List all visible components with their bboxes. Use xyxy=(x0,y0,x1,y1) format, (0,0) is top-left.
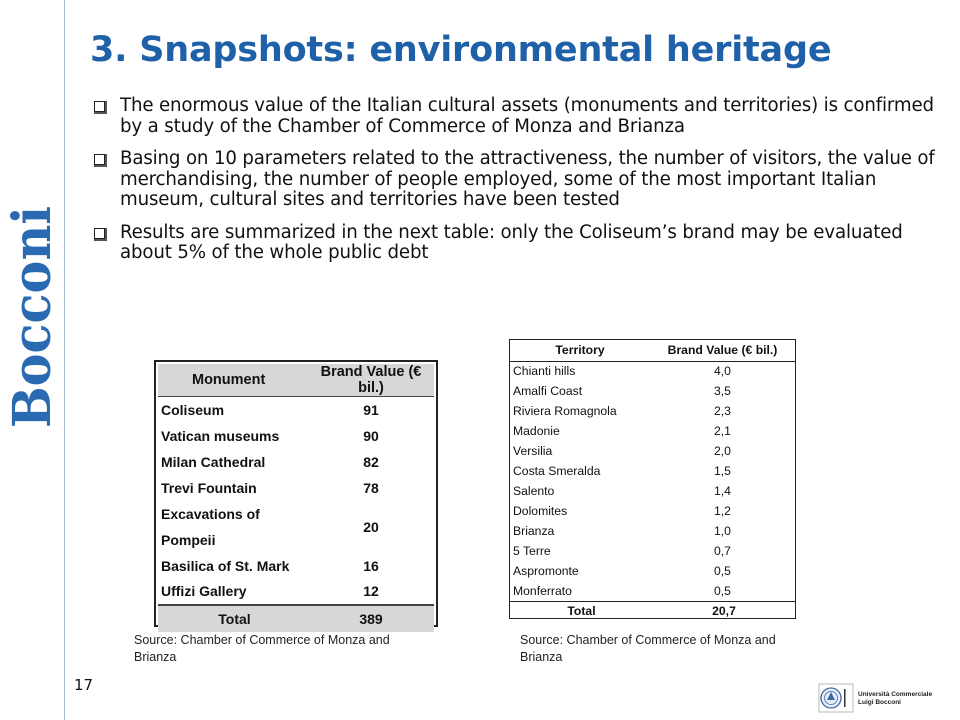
monument-name: Excavations of Pompeii xyxy=(161,505,260,548)
table-total-row xyxy=(158,605,434,632)
university-logo xyxy=(818,683,946,713)
total-value: 389 xyxy=(308,605,434,632)
table-row xyxy=(510,441,795,461)
monument-table-frame xyxy=(154,360,438,627)
bullet-text: Results are summarized in the next table: only the Coliseum’s brand may be evaluated about 5% of the whole public debt xyxy=(120,221,903,263)
column-header: Brand Value (€ bil.) xyxy=(650,340,795,361)
column-header: Brand Value (€ bil.) xyxy=(308,364,434,397)
table-row xyxy=(510,501,795,521)
territory-name: Salento xyxy=(513,484,555,498)
brand-value: 16 xyxy=(363,557,379,574)
table-header-row xyxy=(158,364,434,397)
table-row xyxy=(510,361,795,381)
table-row xyxy=(510,481,795,501)
table-row xyxy=(158,553,434,579)
territory-name: Monferrato xyxy=(513,583,572,598)
brand-value: 1,2 xyxy=(714,504,731,518)
brand-value: 91 xyxy=(363,401,379,418)
checkbox-bullet-icon xyxy=(94,228,105,239)
monument-name: Coliseum xyxy=(161,401,225,418)
brand-value: 4,0 xyxy=(714,364,731,379)
brand-value: 2,0 xyxy=(714,444,731,458)
brand-value: 78 xyxy=(363,479,379,496)
territory-table xyxy=(510,340,795,621)
monument-name: Milan Cathedral xyxy=(161,453,266,470)
checkbox-bullet-icon xyxy=(94,154,105,165)
total-value: 20,7 xyxy=(650,601,795,621)
university-seal-icon xyxy=(818,683,854,713)
brand-value: 12 xyxy=(363,583,379,599)
brand-value: 2,3 xyxy=(714,404,731,418)
territory-name: Chianti hills xyxy=(513,364,576,379)
brand-value: 0,5 xyxy=(714,564,731,578)
table-total-row xyxy=(510,601,795,621)
table-row xyxy=(158,501,434,553)
brand-value: 90 xyxy=(363,427,379,444)
university-name-line2: Luigi Bocconi xyxy=(858,698,901,706)
table-row xyxy=(510,561,795,581)
table-row xyxy=(510,421,795,441)
table-row xyxy=(158,397,434,423)
page-number: 17 xyxy=(74,676,94,694)
territory-name: Costa Smeralda xyxy=(513,464,601,478)
territory-name: Amalfi Coast xyxy=(513,384,583,398)
monument-name: Vatican museums xyxy=(161,427,280,444)
table-row xyxy=(510,461,795,481)
table-row xyxy=(158,579,434,605)
brand-value: 0,5 xyxy=(714,583,731,598)
university-name-line1: Università Commerciale xyxy=(858,691,933,698)
table-row xyxy=(510,541,795,561)
territory-name: Brianza xyxy=(513,524,555,538)
column-header: Monument xyxy=(158,364,308,397)
bocconi-logo-text: Bocconi xyxy=(2,193,63,428)
brand-value: 2,1 xyxy=(714,424,731,438)
brand-value: 82 xyxy=(363,453,379,470)
territory-name: Madonie xyxy=(513,424,560,438)
table-row xyxy=(158,475,434,501)
table-header-row xyxy=(510,340,795,361)
bullet-text: The enormous value of the Italian cultural assets (monuments and territories) is confirmed by a study of the Chamber of Commerce of Monza and Brianza xyxy=(120,95,934,137)
territory-name: Aspromonte xyxy=(513,564,579,578)
monument-name: Trevi Fountain xyxy=(161,479,257,496)
table-row xyxy=(510,381,795,401)
total-label: Total xyxy=(158,605,308,632)
bocconi-vertical-logo xyxy=(2,193,63,430)
bullet-text: Basing on 10 parameters related to the attractiveness, the number of visitors, the value of merchandising, the number of people employed, some of the most important Italian museum, cultural sites and territories have been tested xyxy=(120,148,935,210)
brand-value: 1,0 xyxy=(714,524,731,538)
brand-value: 1,5 xyxy=(714,464,731,478)
bullet-list xyxy=(92,96,944,276)
bullet-item xyxy=(92,223,944,264)
table-row xyxy=(158,423,434,449)
checkbox-bullet-icon xyxy=(94,101,105,112)
source-note: Source: Chamber of Commerce of Monza and Brianza xyxy=(134,633,390,664)
brand-value: 3,5 xyxy=(714,384,731,398)
total-label: Total xyxy=(510,601,650,621)
table-row xyxy=(510,581,795,601)
sidebar-divider xyxy=(64,0,65,720)
territory-name: Versilia xyxy=(513,444,553,458)
page-title: 3. Snapshots: environmental heritage xyxy=(90,30,832,70)
brand-value: 0,7 xyxy=(714,544,731,558)
bullet-item xyxy=(92,149,944,211)
table-row xyxy=(510,401,795,421)
territory-name: Riviera Romagnola xyxy=(513,404,617,418)
bullet-item xyxy=(92,96,944,137)
monument-name: Basilica of St. Mark xyxy=(161,557,290,574)
table-row xyxy=(158,449,434,475)
brand-value: 1,4 xyxy=(714,484,731,498)
column-header: Territory xyxy=(510,340,650,361)
territory-table-frame xyxy=(509,339,796,619)
university-name xyxy=(858,691,932,706)
territory-name: 5 Terre xyxy=(513,544,551,558)
monument-table xyxy=(158,364,434,632)
territory-name: Dolomites xyxy=(513,504,568,518)
table-row xyxy=(510,521,795,541)
source-note: Source: Chamber of Commerce of Monza and Brianza xyxy=(520,633,776,664)
brand-value: 20 xyxy=(363,518,379,535)
monument-name: Uffizi Gallery xyxy=(161,583,247,599)
